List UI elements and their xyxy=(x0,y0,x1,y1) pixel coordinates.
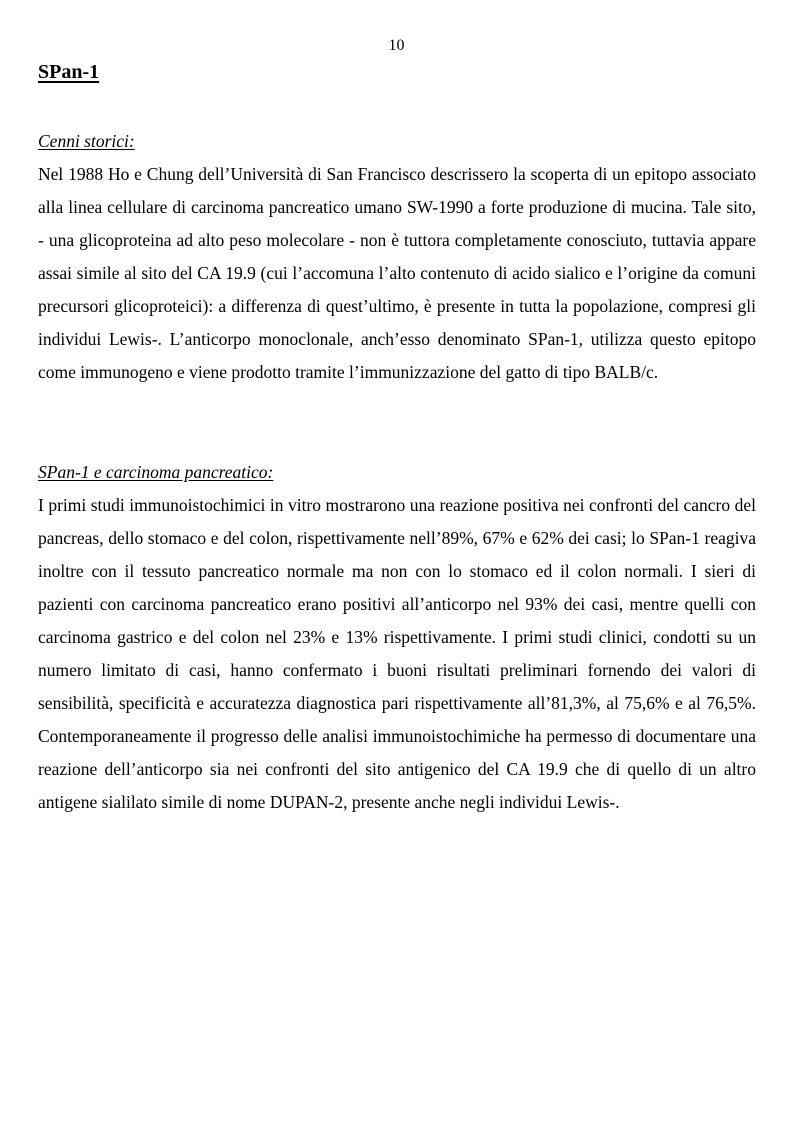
section-cenni-storici xyxy=(38,125,756,389)
section-heading-cenni-storici: Cenni storici: xyxy=(38,131,135,151)
document-title: SPan-1 xyxy=(38,61,100,83)
section-heading-span1-carcinoma: SPan-1 e carcinoma pancreatico: xyxy=(38,462,274,482)
section-span1-carcinoma xyxy=(38,456,756,819)
section-paragraph-span1-carcinoma: I primi studi immunoistochimici in vitro mostrarono una reazione positiva nei confronti del cancro del pancreas, dello stomaco e del colon, rispettivamente nell’89%, 67% e 62% dei casi; lo SPan-1 reagiva inoltre con il tessuto pancreatico normale ma non con lo stomaco ed il colon normali. I sieri di pazienti con carcinoma pancreatico erano positivi all’anticorpo nel 93% dei casi, mentre quelli con carcinoma gastrico e del colon nel 23% e 13% rispettivamente. I primi studi clinici, condotti su un numero limitato di casi, hanno confermato i buoni risultati preliminari fornendo dei valori di sensibilità, specificità e accuratezza diagnostica pari rispettivamente all’81,3%, al 75,6% e al 76,5%. Contemporaneamente il progresso delle analisi immunoistochimiche ha permesso di documentare una reazione dell’anticorpo sia nei confronti del sito antigenico del CA 19.9 che di quello di un altro antigene sialilato simile di nome DUPAN-2, presente anche negli individui Lewis-. xyxy=(38,495,756,812)
page-number: 10 xyxy=(388,37,405,54)
section-paragraph-cenni-storici: Nel 1988 Ho e Chung dell’Università di San Francisco descrissero la scoperta di un epitopo associato alla linea cellulare di carcinoma pancreatico umano SW-1990 a forte produzione di mucina. Tale sito, - una glicoproteina ad alto peso molecolare - non è tuttora completamente conosciuto, tuttavia appare assai simile al sito del CA 19.9 (cui l’accomuna l’alto contenuto di acido sialico e l’origine da comuni precursori glicoproteici): a differenza di quest’ultimo, è presente in tutta la popolazione, compresi gli individui Lewis-. L’anticorpo monoclonale, anch’esso denominato SPan-1, utilizza questo epitopo come immunogeno e viene prodotto tramite l’immunizzazione del gatto di tipo BALB/c. xyxy=(38,164,756,382)
